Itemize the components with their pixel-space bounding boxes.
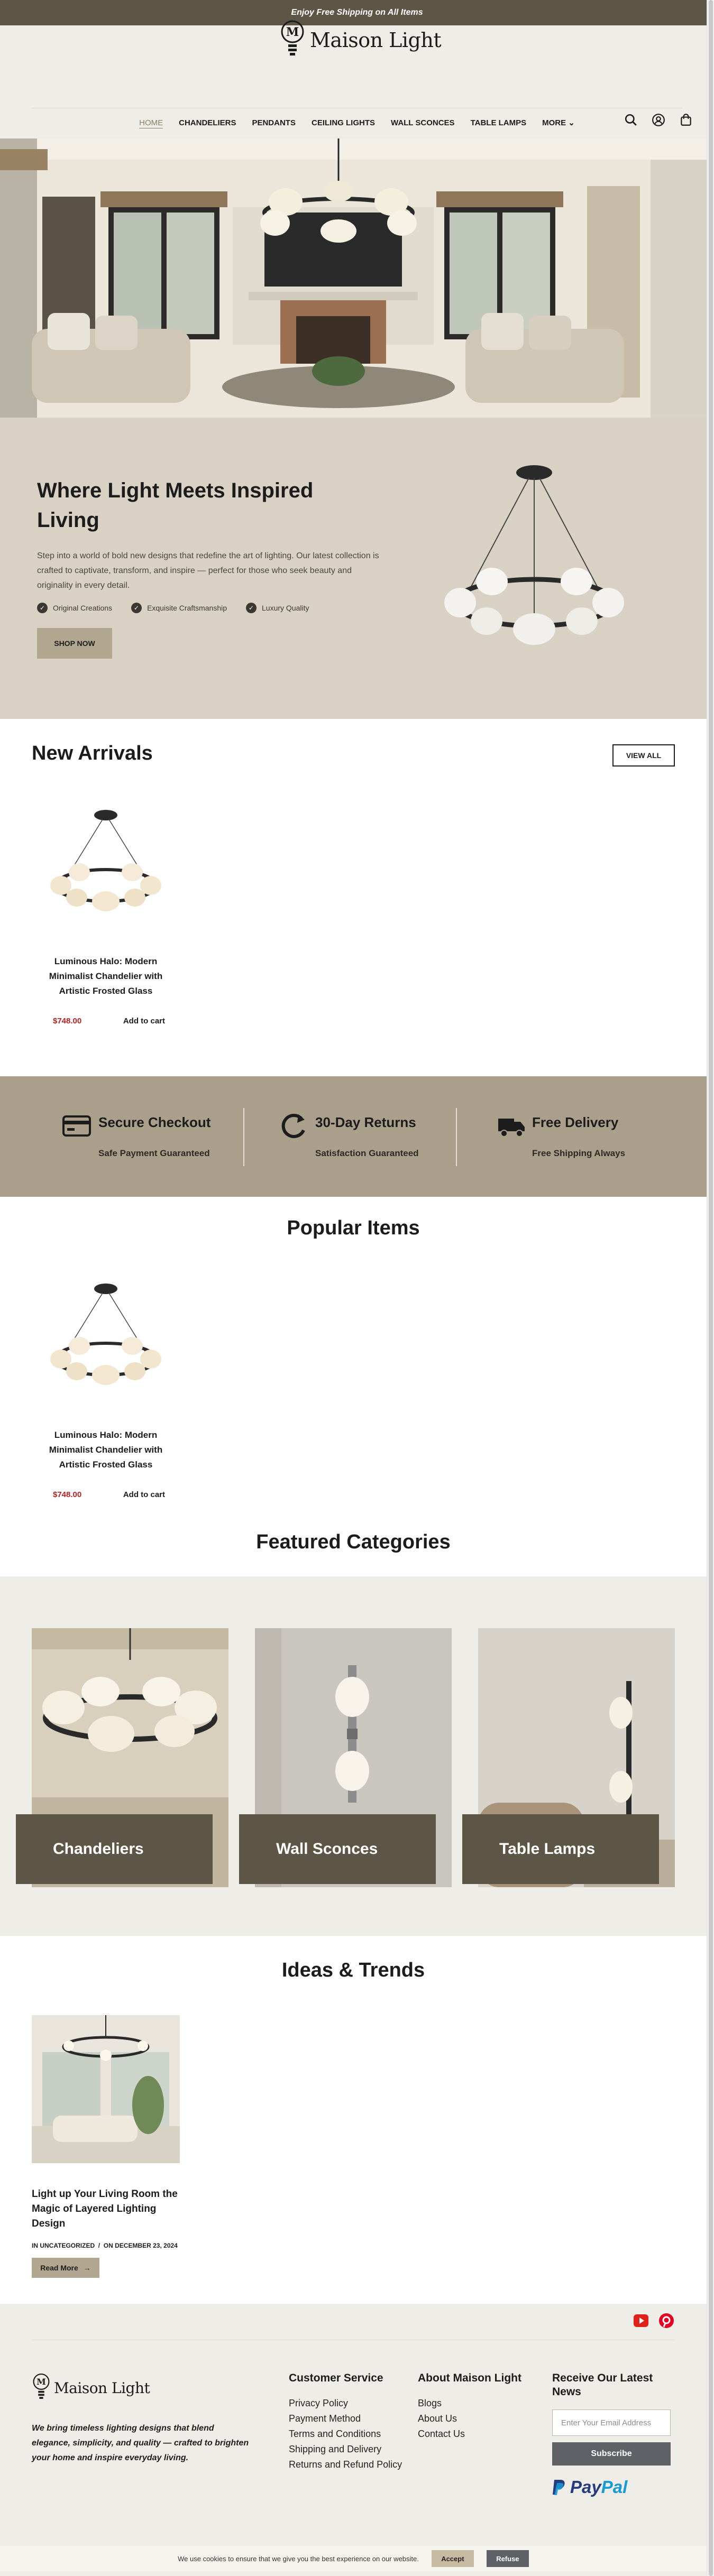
footer-about: [418, 2371, 521, 2442]
return-arrow-icon: [280, 1113, 309, 1139]
main-nav: [0, 112, 714, 133]
nav-chandeliers[interactable]: CHANDELIERS: [179, 118, 236, 127]
footer-link-shipping[interactable]: Shipping and Delivery: [289, 2444, 382, 2454]
benefits-bar: [0, 1076, 707, 1197]
add-to-cart-button[interactable]: Add to cart: [123, 1017, 165, 1026]
nav-table-lamps[interactable]: TABLE LAMPS: [470, 118, 527, 127]
hero-image: [0, 139, 707, 418]
footer-column-title: Customer Service: [289, 2372, 383, 2384]
product-name[interactable]: Luminous Halo: Modern Minimalist Chandelier with Artistic Frosted Glass: [49, 1430, 163, 1470]
truck-icon: [497, 1113, 526, 1139]
intro-features: [37, 603, 309, 613]
nav-ceiling-lights[interactable]: CEILING LIGHTS: [311, 118, 375, 127]
chandelier-image: [423, 460, 645, 661]
feature-label: Exquisite Craftsmanship: [147, 604, 227, 612]
nav-more-label: MORE: [542, 118, 566, 127]
benefit-title: Secure Checkout: [98, 1114, 211, 1130]
intro-section: [0, 418, 707, 719]
paypal-text-pay: Pay: [570, 2477, 601, 2497]
footer-logo[interactable]: [32, 2372, 150, 2403]
newsletter-email-input[interactable]: [552, 2409, 671, 2436]
paypal-text-pal: Pal: [601, 2477, 628, 2497]
pinterest-icon[interactable]: [658, 2312, 675, 2329]
meta-separator: /: [98, 2242, 100, 2249]
benefit-subtitle: Free Shipping Always: [532, 1148, 626, 1158]
footer-column-title: Receive Our Latest News: [552, 2372, 653, 2398]
check-icon: ✓: [246, 603, 257, 613]
cookie-text: We use cookies to ensure that we give you the best experience on our website.: [178, 2554, 419, 2563]
new-arrivals-title: New Arrivals: [32, 742, 153, 764]
benefit-delivery: [497, 1109, 714, 1167]
product-price-row: [32, 1017, 180, 1026]
view-all-button[interactable]: VIEW ALL: [612, 744, 675, 767]
popular-items-title: Popular Items: [287, 1217, 420, 1239]
svg-text:M: M: [286, 25, 299, 39]
paypal-logo: [552, 2477, 679, 2497]
benefit-returns: [280, 1109, 502, 1167]
category-label-wall-sconces[interactable]: Wall Sconces: [239, 1814, 436, 1884]
youtube-icon[interactable]: [633, 2312, 649, 2329]
product-image: [32, 793, 180, 941]
cookie-refuse-button[interactable]: Refuse: [487, 2550, 529, 2567]
page-scrollbar[interactable]: [707, 0, 714, 2576]
product-image: [32, 1267, 180, 1415]
blog-post-category[interactable]: IN UNCATEGORIZED: [32, 2242, 95, 2249]
logo-text: Maison Light: [310, 29, 442, 52]
search-icon[interactable]: [624, 113, 638, 127]
footer-tagline: We bring timeless lighting designs that blend elegance, simplicity, and quality — crafted to brighten your home and inspire everyday living.: [32, 2424, 249, 2462]
nav-more[interactable]: [542, 118, 575, 127]
footer-link-terms[interactable]: Terms and Conditions: [289, 2429, 381, 2439]
benefit-title: Free Delivery: [532, 1114, 619, 1130]
shop-now-button[interactable]: SHOP NOW: [37, 628, 112, 659]
bulb-logo-icon: [32, 2372, 51, 2403]
nav-wall-sconces[interactable]: WALL SCONCES: [390, 118, 455, 127]
add-to-cart-button[interactable]: Add to cart: [123, 1490, 165, 1499]
feature-item: [246, 603, 309, 613]
paypal-icon: [552, 2479, 566, 2496]
feature-item: [131, 603, 227, 613]
footer-link-returns[interactable]: Returns and Refund Policy: [289, 2459, 402, 2470]
feature-label: Luxury Quality: [262, 604, 309, 612]
read-more-label: Read More: [40, 2264, 78, 2272]
product-name[interactable]: Luminous Halo: Modern Minimalist Chandelier with Artistic Frosted Glass: [49, 956, 163, 996]
feature-label: Original Creations: [53, 604, 113, 612]
account-icon[interactable]: [652, 113, 665, 127]
intro-heading: Where Light Meets Inspired Living: [37, 479, 314, 532]
category-label-chandeliers[interactable]: Chandeliers: [16, 1814, 213, 1884]
check-icon: ✓: [37, 603, 48, 613]
footer-customer-service: [289, 2371, 402, 2472]
footer-logo-text: Maison Light: [54, 2379, 150, 2397]
footer-link-privacy-policy[interactable]: Privacy Policy: [289, 2398, 349, 2408]
benefit-secure-checkout: [62, 1109, 285, 1167]
benefit-title: 30-Day Returns: [315, 1114, 416, 1130]
read-more-button[interactable]: [32, 2258, 99, 2278]
nav-pendants[interactable]: PENDANTS: [252, 118, 296, 127]
site-logo[interactable]: [279, 19, 441, 61]
living-room-illustration: [0, 139, 707, 418]
header-icons: [624, 113, 693, 127]
benefit-subtitle: Safe Payment Guaranteed: [98, 1148, 210, 1158]
ideas-trends-title: Ideas & Trends: [281, 1959, 425, 1981]
footer-newsletter: [552, 2371, 679, 2497]
benefit-divider: [243, 1108, 244, 1166]
cookie-accept-button[interactable]: Accept: [432, 2550, 474, 2567]
arrow-right-icon: →: [83, 2264, 91, 2272]
category-label-table-lamps[interactable]: Table Lamps: [462, 1814, 659, 1884]
product-price-row: [32, 1490, 180, 1499]
blog-post-meta: [32, 2242, 180, 2249]
footer-column-title: About Maison Light: [418, 2372, 521, 2384]
chevron-down-icon: ⌄: [568, 118, 575, 127]
blog-post-date: ON DECEMBER 23, 2024: [103, 2242, 178, 2249]
product-card[interactable]: [32, 1267, 180, 1499]
benefit-subtitle: Satisfaction Guaranteed: [315, 1148, 419, 1158]
blog-post-image[interactable]: [32, 2015, 180, 2163]
footer-link-about-us[interactable]: About Us: [418, 2413, 457, 2424]
benefit-divider: [456, 1108, 457, 1166]
svg-text:M: M: [36, 2377, 46, 2387]
footer-link-contact-us[interactable]: Contact Us: [418, 2429, 465, 2439]
subscribe-button[interactable]: Subscribe: [552, 2442, 671, 2466]
social-links: [633, 2312, 675, 2329]
credit-card-icon: [62, 1113, 91, 1139]
scrollbar-thumb[interactable]: [709, 0, 713, 2576]
footer-link-blogs[interactable]: Blogs: [418, 2398, 442, 2408]
promo-text: Enjoy Free Shipping on All Items: [291, 8, 423, 17]
bulb-logo-icon: [279, 19, 306, 61]
product-card[interactable]: [32, 793, 180, 1026]
cart-icon[interactable]: [679, 113, 693, 127]
nav-home[interactable]: HOME: [139, 118, 163, 127]
blog-post-title[interactable]: Light up Your Living Room the Magic of Layered Lighting Design: [32, 2189, 178, 2229]
featured-categories-title: Featured Categories: [256, 1531, 451, 1553]
check-icon: ✓: [131, 603, 142, 613]
footer-link-payment-method[interactable]: Payment Method: [289, 2413, 361, 2424]
product-price: $748.00: [53, 1017, 82, 1026]
blog-post-card: [32, 2015, 180, 2278]
intro-body: Step into a world of bold new designs that redefine the art of lighting. Our latest collection is crafted to captivate, transform, and inspire — perfect for those who seek beauty and originality in every detail.: [37, 551, 379, 590]
cookie-banner: [0, 2546, 707, 2571]
product-price: $748.00: [53, 1490, 82, 1499]
site-footer: [0, 2304, 707, 2576]
feature-item: [37, 603, 112, 613]
